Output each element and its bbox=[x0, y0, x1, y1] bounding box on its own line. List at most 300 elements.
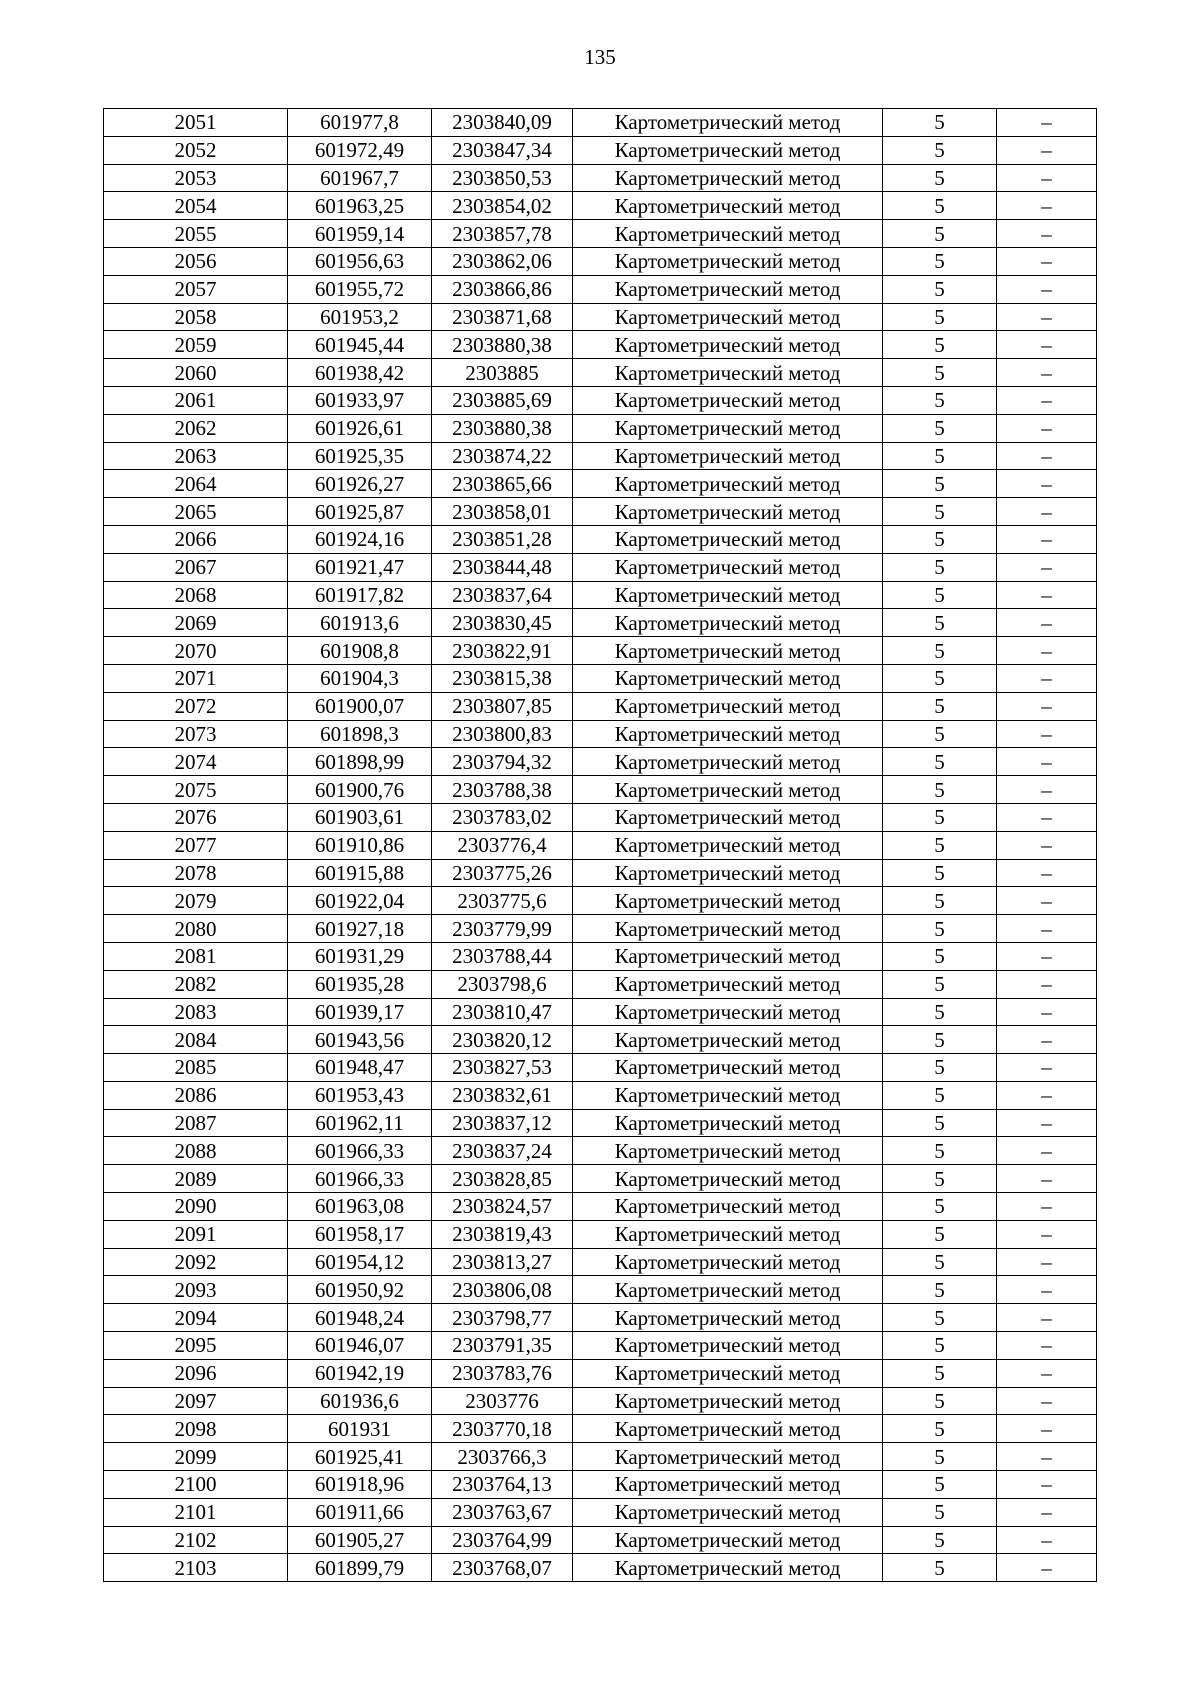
method-cell: Картометрический метод bbox=[573, 331, 883, 359]
note-cell: – bbox=[997, 247, 1097, 275]
accuracy-cell: 5 bbox=[883, 414, 997, 442]
x-coordinate-cell: 601950,92 bbox=[288, 1276, 432, 1304]
accuracy-cell: 5 bbox=[883, 1387, 997, 1415]
note-cell: – bbox=[997, 581, 1097, 609]
method-cell: Картометрический метод bbox=[573, 692, 883, 720]
point-number-cell: 2098 bbox=[104, 1415, 288, 1443]
note-cell: – bbox=[997, 637, 1097, 665]
method-cell: Картометрический метод bbox=[573, 1248, 883, 1276]
y-coordinate-cell: 2303866,86 bbox=[432, 275, 573, 303]
accuracy-cell: 5 bbox=[883, 1081, 997, 1109]
accuracy-cell: 5 bbox=[883, 136, 997, 164]
method-cell: Картометрический метод bbox=[573, 1526, 883, 1554]
note-cell: – bbox=[997, 275, 1097, 303]
method-cell: Картометрический метод bbox=[573, 442, 883, 470]
y-coordinate-cell: 2303783,76 bbox=[432, 1359, 573, 1387]
note-cell: – bbox=[997, 1193, 1097, 1221]
accuracy-cell: 5 bbox=[883, 1054, 997, 1082]
y-coordinate-cell: 2303885,69 bbox=[432, 386, 573, 414]
table-row bbox=[104, 803, 1097, 831]
point-number-cell: 2091 bbox=[104, 1220, 288, 1248]
note-cell: – bbox=[997, 498, 1097, 526]
method-cell: Картометрический метод bbox=[573, 164, 883, 192]
accuracy-cell: 5 bbox=[883, 275, 997, 303]
note-cell: – bbox=[997, 776, 1097, 804]
x-coordinate-cell: 601953,43 bbox=[288, 1081, 432, 1109]
point-number-cell: 2081 bbox=[104, 942, 288, 970]
table-row bbox=[104, 331, 1097, 359]
y-coordinate-cell: 2303820,12 bbox=[432, 1026, 573, 1054]
table-row bbox=[104, 1471, 1097, 1499]
table-row bbox=[104, 637, 1097, 665]
x-coordinate-cell: 601948,47 bbox=[288, 1054, 432, 1082]
method-cell: Картометрический метод bbox=[573, 525, 883, 553]
accuracy-cell: 5 bbox=[883, 498, 997, 526]
method-cell: Картометрический метод bbox=[573, 1471, 883, 1499]
accuracy-cell: 5 bbox=[883, 1276, 997, 1304]
point-number-cell: 2066 bbox=[104, 525, 288, 553]
point-number-cell: 2095 bbox=[104, 1332, 288, 1360]
table-row bbox=[104, 386, 1097, 414]
x-coordinate-cell: 601955,72 bbox=[288, 275, 432, 303]
table-row bbox=[104, 1220, 1097, 1248]
accuracy-cell: 5 bbox=[883, 637, 997, 665]
method-cell: Картометрический метод bbox=[573, 109, 883, 137]
method-cell: Картометрический метод bbox=[573, 720, 883, 748]
table-row bbox=[104, 1387, 1097, 1415]
point-number-cell: 2063 bbox=[104, 442, 288, 470]
table-row bbox=[104, 581, 1097, 609]
accuracy-cell: 5 bbox=[883, 998, 997, 1026]
note-cell: – bbox=[997, 831, 1097, 859]
y-coordinate-cell: 2303854,02 bbox=[432, 192, 573, 220]
method-cell: Картометрический метод bbox=[573, 1165, 883, 1193]
y-coordinate-cell: 2303779,99 bbox=[432, 915, 573, 943]
note-cell: – bbox=[997, 887, 1097, 915]
x-coordinate-cell: 601963,25 bbox=[288, 192, 432, 220]
x-coordinate-cell: 601925,87 bbox=[288, 498, 432, 526]
table-row bbox=[104, 1026, 1097, 1054]
table-row bbox=[104, 1137, 1097, 1165]
note-cell: – bbox=[997, 1276, 1097, 1304]
point-number-cell: 2082 bbox=[104, 970, 288, 998]
point-number-cell: 2057 bbox=[104, 275, 288, 303]
method-cell: Картометрический метод bbox=[573, 1304, 883, 1332]
method-cell: Картометрический метод bbox=[573, 1387, 883, 1415]
x-coordinate-cell: 601966,33 bbox=[288, 1165, 432, 1193]
method-cell: Картометрический метод bbox=[573, 1332, 883, 1360]
method-cell: Картометрический метод bbox=[573, 1081, 883, 1109]
note-cell: – bbox=[997, 915, 1097, 943]
note-cell: – bbox=[997, 1026, 1097, 1054]
accuracy-cell: 5 bbox=[883, 803, 997, 831]
note-cell: – bbox=[997, 609, 1097, 637]
method-cell: Картометрический метод bbox=[573, 942, 883, 970]
method-cell: Картометрический метод bbox=[573, 664, 883, 692]
point-number-cell: 2103 bbox=[104, 1554, 288, 1582]
point-number-cell: 2087 bbox=[104, 1109, 288, 1137]
point-number-cell: 2085 bbox=[104, 1054, 288, 1082]
table-row bbox=[104, 1109, 1097, 1137]
accuracy-cell: 5 bbox=[883, 1026, 997, 1054]
point-number-cell: 2071 bbox=[104, 664, 288, 692]
y-coordinate-cell: 2303865,66 bbox=[432, 470, 573, 498]
accuracy-cell: 5 bbox=[883, 470, 997, 498]
method-cell: Картометрический метод bbox=[573, 498, 883, 526]
note-cell: – bbox=[997, 1526, 1097, 1554]
table-row bbox=[104, 609, 1097, 637]
method-cell: Картометрический метод bbox=[573, 275, 883, 303]
note-cell: – bbox=[997, 1054, 1097, 1082]
accuracy-cell: 5 bbox=[883, 609, 997, 637]
table-row bbox=[104, 915, 1097, 943]
table-row bbox=[104, 748, 1097, 776]
accuracy-cell: 5 bbox=[883, 1415, 997, 1443]
table-row bbox=[104, 470, 1097, 498]
table-row bbox=[104, 109, 1097, 137]
point-number-cell: 2083 bbox=[104, 998, 288, 1026]
point-number-cell: 2058 bbox=[104, 303, 288, 331]
point-number-cell: 2094 bbox=[104, 1304, 288, 1332]
x-coordinate-cell: 601954,12 bbox=[288, 1248, 432, 1276]
method-cell: Картометрический метод bbox=[573, 1554, 883, 1582]
y-coordinate-cell: 2303822,91 bbox=[432, 637, 573, 665]
y-coordinate-cell: 2303862,06 bbox=[432, 247, 573, 275]
x-coordinate-cell: 601972,49 bbox=[288, 136, 432, 164]
note-cell: – bbox=[997, 1387, 1097, 1415]
x-coordinate-cell: 601898,3 bbox=[288, 720, 432, 748]
accuracy-cell: 5 bbox=[883, 664, 997, 692]
table-row bbox=[104, 553, 1097, 581]
table-row bbox=[104, 1276, 1097, 1304]
method-cell: Картометрический метод bbox=[573, 1498, 883, 1526]
method-cell: Картометрический метод bbox=[573, 1026, 883, 1054]
x-coordinate-cell: 601918,96 bbox=[288, 1471, 432, 1499]
method-cell: Картометрический метод bbox=[573, 220, 883, 248]
y-coordinate-cell: 2303798,77 bbox=[432, 1304, 573, 1332]
point-number-cell: 2099 bbox=[104, 1443, 288, 1471]
accuracy-cell: 5 bbox=[883, 1165, 997, 1193]
y-coordinate-cell: 2303768,07 bbox=[432, 1554, 573, 1582]
accuracy-cell: 5 bbox=[883, 553, 997, 581]
y-coordinate-cell: 2303776,4 bbox=[432, 831, 573, 859]
point-number-cell: 2100 bbox=[104, 1471, 288, 1499]
accuracy-cell: 5 bbox=[883, 970, 997, 998]
accuracy-cell: 5 bbox=[883, 1248, 997, 1276]
accuracy-cell: 5 bbox=[883, 581, 997, 609]
method-cell: Картометрический метод bbox=[573, 359, 883, 387]
method-cell: Картометрический метод bbox=[573, 776, 883, 804]
method-cell: Картометрический метод bbox=[573, 553, 883, 581]
accuracy-cell: 5 bbox=[883, 1554, 997, 1582]
accuracy-cell: 5 bbox=[883, 1304, 997, 1332]
point-number-cell: 2061 bbox=[104, 386, 288, 414]
note-cell: – bbox=[997, 1081, 1097, 1109]
x-coordinate-cell: 601943,56 bbox=[288, 1026, 432, 1054]
method-cell: Картометрический метод bbox=[573, 136, 883, 164]
table-row bbox=[104, 1248, 1097, 1276]
point-number-cell: 2086 bbox=[104, 1081, 288, 1109]
y-coordinate-cell: 2303770,18 bbox=[432, 1415, 573, 1443]
accuracy-cell: 5 bbox=[883, 887, 997, 915]
table-row bbox=[104, 664, 1097, 692]
x-coordinate-cell: 601908,8 bbox=[288, 637, 432, 665]
point-number-cell: 2079 bbox=[104, 887, 288, 915]
x-coordinate-cell: 601900,07 bbox=[288, 692, 432, 720]
accuracy-cell: 5 bbox=[883, 1471, 997, 1499]
table-row bbox=[104, 275, 1097, 303]
point-number-cell: 2101 bbox=[104, 1498, 288, 1526]
x-coordinate-cell: 601933,97 bbox=[288, 386, 432, 414]
method-cell: Картометрический метод bbox=[573, 1443, 883, 1471]
y-coordinate-cell: 2303783,02 bbox=[432, 803, 573, 831]
note-cell: – bbox=[997, 803, 1097, 831]
table-row bbox=[104, 136, 1097, 164]
table-row bbox=[104, 1165, 1097, 1193]
method-cell: Картометрический метод bbox=[573, 803, 883, 831]
table-row bbox=[104, 220, 1097, 248]
y-coordinate-cell: 2303775,26 bbox=[432, 859, 573, 887]
x-coordinate-cell: 601931 bbox=[288, 1415, 432, 1443]
method-cell: Картометрический метод bbox=[573, 1137, 883, 1165]
point-number-cell: 2093 bbox=[104, 1276, 288, 1304]
method-cell: Картометрический метод bbox=[573, 609, 883, 637]
method-cell: Картометрический метод bbox=[573, 831, 883, 859]
point-number-cell: 2075 bbox=[104, 776, 288, 804]
note-cell: – bbox=[997, 859, 1097, 887]
note-cell: – bbox=[997, 1471, 1097, 1499]
y-coordinate-cell: 2303880,38 bbox=[432, 331, 573, 359]
accuracy-cell: 5 bbox=[883, 1526, 997, 1554]
method-cell: Картометрический метод bbox=[573, 1359, 883, 1387]
note-cell: – bbox=[997, 970, 1097, 998]
point-number-cell: 2074 bbox=[104, 748, 288, 776]
y-coordinate-cell: 2303807,85 bbox=[432, 692, 573, 720]
accuracy-cell: 5 bbox=[883, 776, 997, 804]
x-coordinate-cell: 601959,14 bbox=[288, 220, 432, 248]
y-coordinate-cell: 2303788,44 bbox=[432, 942, 573, 970]
accuracy-cell: 5 bbox=[883, 720, 997, 748]
x-coordinate-cell: 601942,19 bbox=[288, 1359, 432, 1387]
point-number-cell: 2059 bbox=[104, 331, 288, 359]
accuracy-cell: 5 bbox=[883, 331, 997, 359]
x-coordinate-cell: 601939,17 bbox=[288, 998, 432, 1026]
y-coordinate-cell: 2303763,67 bbox=[432, 1498, 573, 1526]
method-cell: Картометрический метод bbox=[573, 859, 883, 887]
point-number-cell: 2051 bbox=[104, 109, 288, 137]
point-number-cell: 2068 bbox=[104, 581, 288, 609]
x-coordinate-cell: 601911,66 bbox=[288, 1498, 432, 1526]
note-cell: – bbox=[997, 664, 1097, 692]
y-coordinate-cell: 2303885 bbox=[432, 359, 573, 387]
table-row bbox=[104, 498, 1097, 526]
point-number-cell: 2064 bbox=[104, 470, 288, 498]
table-row bbox=[104, 887, 1097, 915]
accuracy-cell: 5 bbox=[883, 1332, 997, 1360]
accuracy-cell: 5 bbox=[883, 692, 997, 720]
y-coordinate-cell: 2303830,45 bbox=[432, 609, 573, 637]
accuracy-cell: 5 bbox=[883, 192, 997, 220]
x-coordinate-cell: 601963,08 bbox=[288, 1193, 432, 1221]
method-cell: Картометрический метод bbox=[573, 470, 883, 498]
table-row bbox=[104, 1054, 1097, 1082]
table-row bbox=[104, 831, 1097, 859]
accuracy-cell: 5 bbox=[883, 164, 997, 192]
point-number-cell: 2070 bbox=[104, 637, 288, 665]
point-number-cell: 2080 bbox=[104, 915, 288, 943]
y-coordinate-cell: 2303851,28 bbox=[432, 525, 573, 553]
y-coordinate-cell: 2303813,27 bbox=[432, 1248, 573, 1276]
x-coordinate-cell: 601977,8 bbox=[288, 109, 432, 137]
x-coordinate-cell: 601899,79 bbox=[288, 1554, 432, 1582]
coordinates-table bbox=[103, 108, 1097, 1582]
x-coordinate-cell: 601910,86 bbox=[288, 831, 432, 859]
x-coordinate-cell: 601935,28 bbox=[288, 970, 432, 998]
y-coordinate-cell: 2303827,53 bbox=[432, 1054, 573, 1082]
y-coordinate-cell: 2303764,13 bbox=[432, 1471, 573, 1499]
x-coordinate-cell: 601948,24 bbox=[288, 1304, 432, 1332]
y-coordinate-cell: 2303776 bbox=[432, 1387, 573, 1415]
note-cell: – bbox=[997, 386, 1097, 414]
accuracy-cell: 5 bbox=[883, 247, 997, 275]
method-cell: Картометрический метод bbox=[573, 1220, 883, 1248]
point-number-cell: 2052 bbox=[104, 136, 288, 164]
x-coordinate-cell: 601958,17 bbox=[288, 1220, 432, 1248]
point-number-cell: 2088 bbox=[104, 1137, 288, 1165]
method-cell: Картометрический метод bbox=[573, 915, 883, 943]
accuracy-cell: 5 bbox=[883, 109, 997, 137]
point-number-cell: 2073 bbox=[104, 720, 288, 748]
x-coordinate-cell: 601915,88 bbox=[288, 859, 432, 887]
y-coordinate-cell: 2303837,64 bbox=[432, 581, 573, 609]
point-number-cell: 2065 bbox=[104, 498, 288, 526]
y-coordinate-cell: 2303824,57 bbox=[432, 1193, 573, 1221]
y-coordinate-cell: 2303837,24 bbox=[432, 1137, 573, 1165]
y-coordinate-cell: 2303810,47 bbox=[432, 998, 573, 1026]
table-row bbox=[104, 776, 1097, 804]
table-row bbox=[104, 164, 1097, 192]
point-number-cell: 2092 bbox=[104, 1248, 288, 1276]
x-coordinate-cell: 601946,07 bbox=[288, 1332, 432, 1360]
method-cell: Картометрический метод bbox=[573, 414, 883, 442]
accuracy-cell: 5 bbox=[883, 831, 997, 859]
accuracy-cell: 5 bbox=[883, 1137, 997, 1165]
y-coordinate-cell: 2303766,3 bbox=[432, 1443, 573, 1471]
method-cell: Картометрический метод bbox=[573, 998, 883, 1026]
accuracy-cell: 5 bbox=[883, 942, 997, 970]
method-cell: Картометрический метод bbox=[573, 887, 883, 915]
note-cell: – bbox=[997, 164, 1097, 192]
point-number-cell: 2053 bbox=[104, 164, 288, 192]
point-number-cell: 2096 bbox=[104, 1359, 288, 1387]
x-coordinate-cell: 601962,11 bbox=[288, 1109, 432, 1137]
point-number-cell: 2069 bbox=[104, 609, 288, 637]
table-row bbox=[104, 414, 1097, 442]
table-row bbox=[104, 1415, 1097, 1443]
x-coordinate-cell: 601945,44 bbox=[288, 331, 432, 359]
note-cell: – bbox=[997, 1109, 1097, 1137]
method-cell: Картометрический метод bbox=[573, 192, 883, 220]
x-coordinate-cell: 601925,35 bbox=[288, 442, 432, 470]
note-cell: – bbox=[997, 220, 1097, 248]
note-cell: – bbox=[997, 1220, 1097, 1248]
note-cell: – bbox=[997, 1554, 1097, 1582]
y-coordinate-cell: 2303840,09 bbox=[432, 109, 573, 137]
accuracy-cell: 5 bbox=[883, 442, 997, 470]
y-coordinate-cell: 2303832,61 bbox=[432, 1081, 573, 1109]
x-coordinate-cell: 601898,99 bbox=[288, 748, 432, 776]
x-coordinate-cell: 601926,61 bbox=[288, 414, 432, 442]
accuracy-cell: 5 bbox=[883, 1443, 997, 1471]
x-coordinate-cell: 601966,33 bbox=[288, 1137, 432, 1165]
x-coordinate-cell: 601924,16 bbox=[288, 525, 432, 553]
note-cell: – bbox=[997, 748, 1097, 776]
y-coordinate-cell: 2303764,99 bbox=[432, 1526, 573, 1554]
method-cell: Картометрический метод bbox=[573, 1193, 883, 1221]
method-cell: Картометрический метод bbox=[573, 748, 883, 776]
table-row bbox=[104, 303, 1097, 331]
table-row bbox=[104, 720, 1097, 748]
y-coordinate-cell: 2303775,6 bbox=[432, 887, 573, 915]
x-coordinate-cell: 601936,6 bbox=[288, 1387, 432, 1415]
point-number-cell: 2054 bbox=[104, 192, 288, 220]
accuracy-cell: 5 bbox=[883, 1220, 997, 1248]
y-coordinate-cell: 2303880,38 bbox=[432, 414, 573, 442]
x-coordinate-cell: 601900,76 bbox=[288, 776, 432, 804]
x-coordinate-cell: 601913,6 bbox=[288, 609, 432, 637]
note-cell: – bbox=[997, 942, 1097, 970]
point-number-cell: 2089 bbox=[104, 1165, 288, 1193]
point-number-cell: 2090 bbox=[104, 1193, 288, 1221]
note-cell: – bbox=[997, 1248, 1097, 1276]
y-coordinate-cell: 2303798,6 bbox=[432, 970, 573, 998]
table-row bbox=[104, 1443, 1097, 1471]
x-coordinate-cell: 601967,7 bbox=[288, 164, 432, 192]
x-coordinate-cell: 601938,42 bbox=[288, 359, 432, 387]
y-coordinate-cell: 2303815,38 bbox=[432, 664, 573, 692]
note-cell: – bbox=[997, 692, 1097, 720]
x-coordinate-cell: 601904,3 bbox=[288, 664, 432, 692]
x-coordinate-cell: 601953,2 bbox=[288, 303, 432, 331]
note-cell: – bbox=[997, 109, 1097, 137]
point-number-cell: 2055 bbox=[104, 220, 288, 248]
note-cell: – bbox=[997, 1415, 1097, 1443]
point-number-cell: 2077 bbox=[104, 831, 288, 859]
x-coordinate-cell: 601931,29 bbox=[288, 942, 432, 970]
point-number-cell: 2062 bbox=[104, 414, 288, 442]
table-row bbox=[104, 525, 1097, 553]
table-row bbox=[104, 970, 1097, 998]
method-cell: Картометрический метод bbox=[573, 970, 883, 998]
accuracy-cell: 5 bbox=[883, 359, 997, 387]
x-coordinate-cell: 601927,18 bbox=[288, 915, 432, 943]
table-row bbox=[104, 1359, 1097, 1387]
point-number-cell: 2097 bbox=[104, 1387, 288, 1415]
point-number-cell: 2078 bbox=[104, 859, 288, 887]
table-row bbox=[104, 1304, 1097, 1332]
table-row bbox=[104, 859, 1097, 887]
accuracy-cell: 5 bbox=[883, 1359, 997, 1387]
method-cell: Картометрический метод bbox=[573, 637, 883, 665]
table-row bbox=[104, 942, 1097, 970]
note-cell: – bbox=[997, 525, 1097, 553]
note-cell: – bbox=[997, 1137, 1097, 1165]
point-number-cell: 2072 bbox=[104, 692, 288, 720]
point-number-cell: 2084 bbox=[104, 1026, 288, 1054]
point-number-cell: 2102 bbox=[104, 1526, 288, 1554]
table-row bbox=[104, 1193, 1097, 1221]
y-coordinate-cell: 2303791,35 bbox=[432, 1332, 573, 1360]
